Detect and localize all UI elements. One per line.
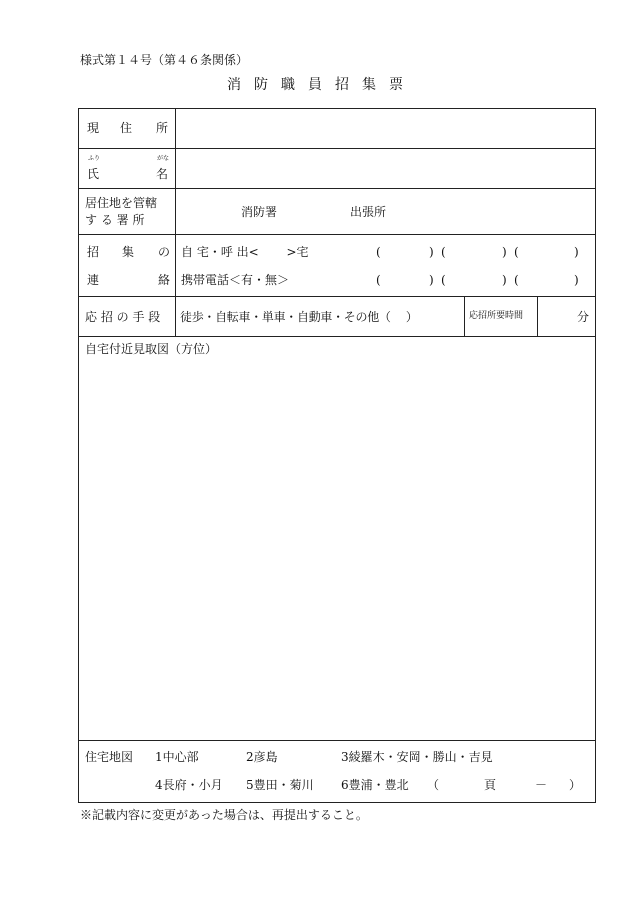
mobile-phone-label: 携帯電話＜有・無＞: [181, 273, 290, 287]
home-phone-paren-4: ): [502, 245, 507, 259]
area-option-2: 2彦島: [246, 750, 278, 764]
name-label-char-2: 名: [156, 167, 169, 181]
means-options-text: 徒歩・自転車・単車・自動車・その他（ ）: [180, 310, 418, 324]
name-label: [79, 149, 176, 189]
contact-field[interactable]: [176, 235, 596, 297]
contact-row: [79, 235, 596, 297]
area-option-5: 5豊田・菊川: [246, 778, 314, 792]
furigana-label-2: がな: [157, 155, 170, 162]
contact-label-char-2: 集: [122, 245, 135, 259]
mobile-phone-paren-4: ): [502, 273, 507, 287]
name-row: [79, 149, 596, 189]
home-phone-paren-6: ): [574, 245, 579, 259]
footer-note: ※記載内容に変更があった場合は、再提出すること。: [80, 808, 368, 822]
station-label-line2: す る 署 所: [85, 213, 145, 227]
minutes-unit: 分: [577, 310, 590, 324]
address-label-char-2: 住: [120, 121, 133, 135]
name-field[interactable]: [176, 149, 596, 189]
contact-label-char-1: 招: [87, 245, 100, 259]
map-drawing-area[interactable]: [79, 337, 596, 741]
mobile-phone-paren-5: (: [514, 273, 519, 287]
area-option-6: 6豊浦・豊北: [341, 778, 409, 792]
furigana-label-1: ふり: [88, 155, 101, 162]
home-phone-paren-1: (: [376, 245, 381, 259]
address-label: [79, 109, 176, 149]
page-label: 頁: [484, 778, 497, 792]
address-label-char-1: 現: [87, 121, 100, 135]
means-row: [79, 297, 596, 337]
means-label-text: 応 招 の 手 段: [85, 310, 161, 324]
mobile-phone-paren-1: (: [376, 273, 381, 287]
response-time-field[interactable]: [538, 297, 596, 337]
contact-label: [79, 235, 176, 297]
area-option-3: 3綾羅木・安岡・勝山・吉見: [341, 750, 493, 764]
page-close-paren: ）: [569, 778, 582, 792]
form-number: 様式第１４号（第４６条関係）: [80, 53, 249, 67]
home-phone-paren-3: (: [441, 245, 446, 259]
housing-map-label: 住宅地図: [85, 750, 134, 764]
means-field[interactable]: [176, 297, 465, 337]
page-dash: －: [535, 778, 548, 792]
page-open-paren: （: [427, 778, 440, 792]
home-phone-label: 自 宅・呼 出< >宅: [181, 245, 309, 259]
address-label-char-3: 所: [156, 121, 169, 135]
response-time-label: 応招所要時間: [469, 311, 524, 321]
map-row: [79, 337, 596, 741]
area-option-1: 1中心部: [155, 750, 199, 764]
station-field[interactable]: [176, 189, 596, 235]
home-phone-paren-5: (: [514, 245, 519, 259]
address-row: [79, 109, 596, 149]
mobile-phone-paren-3: (: [441, 273, 446, 287]
contact-label-char-3: の: [158, 245, 171, 259]
housing-map-row: [79, 741, 596, 803]
contact-label-char-4: 連: [87, 273, 100, 287]
name-label-char-1: 氏: [87, 167, 100, 181]
map-label: 自宅付近見取図（方位）: [85, 342, 218, 356]
means-label: [79, 297, 176, 337]
home-phone-paren-2: ): [429, 245, 434, 259]
response-time-label-cell: [465, 297, 538, 337]
contact-label-char-5: 絡: [158, 273, 171, 287]
housing-map-field[interactable]: [79, 741, 596, 803]
station-row: [79, 189, 596, 235]
branch-office-text: 出張所: [350, 205, 387, 219]
address-field[interactable]: [176, 109, 596, 149]
station-label: [79, 189, 176, 235]
mobile-phone-paren-6: ): [574, 273, 579, 287]
area-option-4: 4長府・小月: [155, 778, 223, 792]
form-title: 消防職員招集票: [227, 77, 416, 93]
recall-form-table: [78, 108, 596, 803]
fire-station-text: 消防署: [241, 205, 278, 219]
mobile-phone-paren-2: ): [429, 273, 434, 287]
station-label-line1: 居住地を管轄: [85, 196, 158, 210]
